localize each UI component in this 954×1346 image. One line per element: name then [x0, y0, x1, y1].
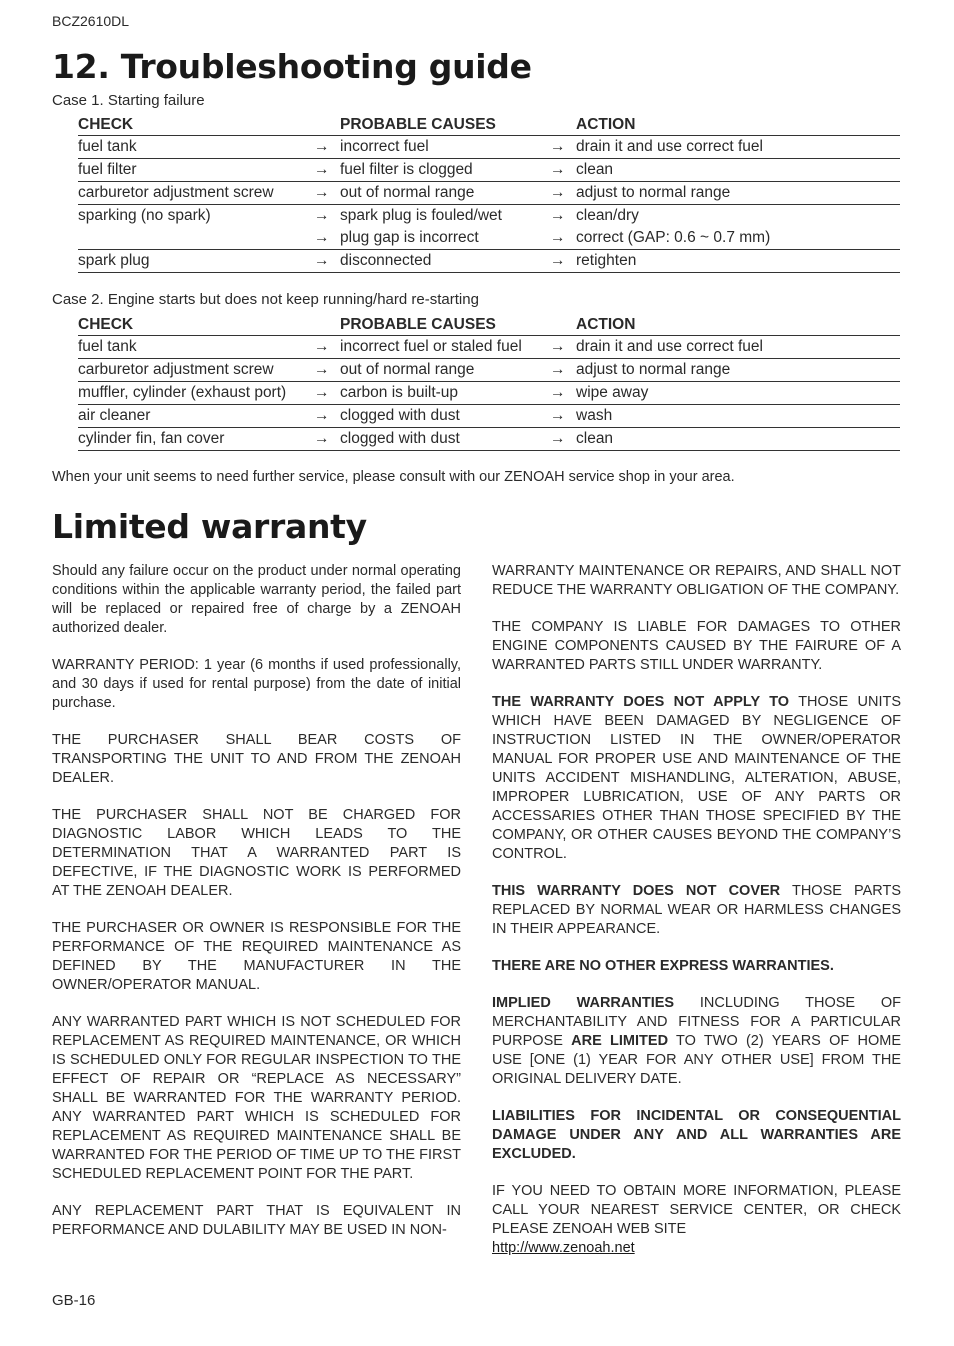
- more-information: IF YOU NEED TO OBTAIN MORE INFORMATION, PLEASE CALL YOUR NEAREST SERVICE CENTER, OR CHECK PLEASE ZENOAH WEB SITE: [492, 1183, 901, 1237]
- warranty-exclusions: [492, 693, 901, 864]
- action-cell: drain it and use correct fuel: [576, 138, 763, 155]
- liabilities-excluded: LIABILITIES FOR INCIDENTAL OR CONSEQUENTIAL DAMAGE UNDER ANY AND ALL WARRANTIES ARE EXCLUDED.: [492, 1108, 901, 1162]
- check-cell: fuel filter: [78, 161, 137, 178]
- cause-cell: spark plug is fouled/wet: [340, 207, 502, 224]
- check-cell: sparking (no spark): [78, 207, 211, 224]
- replacement-parts-cont: WARRANTY MAINTENANCE OR REPAIRS, AND SHALL NOT REDUCE THE WARRANTY OBLIGATION OF THE COMPANY.: [492, 563, 901, 598]
- action-cell: clean: [576, 161, 614, 178]
- exclusions-label: THE WARRANTY DOES NOT APPLY TO: [492, 694, 790, 710]
- cause-cell: clogged with dust: [340, 407, 460, 424]
- arrow-icon: →: [550, 184, 566, 201]
- cause-cell: plug gap is incorrect: [340, 229, 479, 246]
- arrow-icon: →: [314, 407, 330, 424]
- replacement-parts: ANY REPLACEMENT PART THAT IS EQUIVALENT IN PERFORMANCE AND DULABILITY MAY BE USED IN NON-: [52, 1203, 461, 1238]
- cause-cell: clogged with dust: [340, 430, 460, 447]
- table-row-group: [78, 405, 900, 428]
- header-check: CHECK: [78, 116, 134, 133]
- arrow-icon: →: [550, 229, 566, 246]
- table-row: [78, 250, 900, 272]
- arrow-icon: →: [550, 138, 566, 155]
- arrow-icon: →: [314, 138, 330, 155]
- implied-warranties: [492, 994, 901, 1089]
- table-row: [78, 359, 900, 381]
- table-row: [78, 428, 900, 450]
- check-cell: carburetor adjustment screw: [78, 184, 274, 201]
- table-row: [78, 159, 900, 181]
- table-row: [78, 227, 900, 249]
- no-express-warranties: THERE ARE NO OTHER EXPRESS WARRANTIES.: [492, 958, 834, 974]
- table-row: [78, 136, 900, 158]
- model-number: BCZ2610DL: [52, 13, 130, 29]
- implied-label: IMPLIED WARRANTIES: [492, 995, 675, 1011]
- not-cover-text: THOSE PARTS REPLACED BY NORMAL WEAR OR HARMLESS CHANGES IN THEIR APPEARANCE.: [492, 883, 901, 937]
- warranted-parts: ANY WARRANTED PART WHICH IS NOT SCHEDULED FOR REPLACEMENT AS REQUIRED MAINTENANCE, OR WHICH IS SCHEDULED ONLY FOR REGULAR INSPECTION TO THE EFFECT OF REPAIR OR “REPLACE AS NECESSARY” SHALL BE WARRANTED FOR THE WARRANTY PERIOD. ANY WARRANTED PART WHICH IS SCHEDULED FOR REPLACEMENT AS REQUIRED MAINTENANCE SHALL BE WARRANTED FOR THE PERIOD OF TIME UP TO THE FIRST SCHEDULED REPLACEMENT POINT FOR THE PART.: [52, 1014, 461, 1182]
- table-row-group: [78, 182, 900, 205]
- arrow-icon: →: [314, 430, 330, 447]
- arrow-icon: →: [550, 252, 566, 269]
- arrow-icon: →: [550, 384, 566, 401]
- cause-cell: disconnected: [340, 252, 432, 269]
- implied-limited: ARE LIMITED: [571, 1033, 669, 1049]
- cause-cell: out of normal range: [340, 184, 475, 201]
- arrow-icon: →: [550, 338, 566, 355]
- check-cell: muffler, cylinder (exhaust port): [78, 384, 287, 401]
- check-cell: cylinder fin, fan cover: [78, 430, 225, 447]
- arrow-icon: →: [314, 184, 330, 201]
- header-causes: PROBABLE CAUSES: [340, 116, 496, 133]
- arrow-icon: →: [314, 384, 330, 401]
- arrow-icon: →: [314, 161, 330, 178]
- arrow-icon: →: [550, 361, 566, 378]
- cause-cell: out of normal range: [340, 361, 475, 378]
- table-row-group: [78, 250, 900, 273]
- cause-cell: incorrect fuel or staled fuel: [340, 338, 522, 355]
- check-cell: air cleaner: [78, 407, 151, 424]
- transport-costs: THE PURCHASER SHALL BEAR COSTS OF TRANSPORTING THE UNIT TO AND FROM THE ZENOAH DEALER.: [52, 732, 461, 786]
- action-cell: wipe away: [576, 384, 649, 401]
- warranty-intro: Should any failure occur on the product under normal operating conditions within the applicable warranty period, the failed part will be replaced or repaired free of charge by a ZENOAH authorized dealer.: [52, 563, 461, 636]
- table-row: [78, 382, 900, 404]
- diagnostic-labor: THE PURCHASER SHALL NOT BE CHARGED FOR DIAGNOSTIC LABOR WHICH LEADS TO THE DETERMINATION THAT A WARRANTED PART IS DEFECTIVE, IF THE DIAGNOSTIC WORK IS PERFORMED AT THE ZENOAH DEALER.: [52, 807, 461, 899]
- case1-table: [78, 115, 900, 273]
- troubleshooting-title: 12. Troubleshooting guide: [52, 47, 532, 86]
- case2-table: [78, 315, 900, 451]
- check-cell: spark plug: [78, 252, 150, 269]
- company-liability: THE COMPANY IS LIABLE FOR DAMAGES TO OTHER ENGINE COMPONENTS CAUSED BY THE FAIRURE OF A WARRANTED PARTS STILL UNDER WARRANTY.: [492, 619, 901, 673]
- check-cell: fuel tank: [78, 138, 137, 155]
- table-row: [78, 205, 900, 227]
- arrow-icon: →: [314, 229, 330, 246]
- warranty-period: [52, 656, 461, 713]
- table-header: [78, 315, 900, 336]
- zenoah-website-link[interactable]: http://www.zenoah.net: [492, 1240, 635, 1256]
- header-action: ACTION: [576, 116, 636, 133]
- header-action: ACTION: [576, 316, 636, 333]
- arrow-icon: →: [314, 252, 330, 269]
- exclusions-text: THOSE UNITS WHICH HAVE BEEN DAMAGED BY NEGLIGENCE OF INSTRUCTION LISTED IN THE OWNER/OPERATOR MANUAL FOR PROPER USE AND MAINTENANCE OF THE UNITS ACCIDENT MISHANDLING, ALTERATION, ABUSE, IMPROPER LUBRICATION, USE OF ANY PARTS OR ACCESSARIES OTHER THAN THOSE SPECIFIED BY THE COMPANY, OR OTHER CAUSES BEYOND THE COMPANY’S CONTROL.: [492, 694, 901, 862]
- check-cell: carburetor adjustment screw: [78, 361, 274, 378]
- arrow-icon: →: [550, 207, 566, 224]
- action-cell: adjust to normal range: [576, 184, 731, 201]
- warranty-period-label: WARRANTY PERIOD:: [52, 657, 199, 673]
- table-row-group: [78, 136, 900, 159]
- table-row: [78, 182, 900, 204]
- warranty-not-cover: [492, 882, 901, 939]
- action-cell: drain it and use correct fuel: [576, 338, 763, 355]
- table-row-group: [78, 159, 900, 182]
- case2-title: Case 2. Engine starts but does not keep running/hard re-starting: [52, 291, 479, 308]
- table-row-group: [78, 428, 900, 451]
- table-row-group: [78, 336, 900, 359]
- arrow-icon: →: [314, 338, 330, 355]
- check-cell: fuel tank: [78, 338, 137, 355]
- header-check: CHECK: [78, 316, 134, 333]
- arrow-icon: →: [550, 430, 566, 447]
- arrow-icon: →: [314, 207, 330, 224]
- warranty-left-column: [52, 562, 461, 1258]
- implied-text-2: TO TWO (2) YEARS OF HOME USE [ONE (1) YEAR FOR ANY OTHER USE] FROM THE ORIGINAL DELIVERY DATE.: [492, 1033, 902, 1087]
- table-row: [78, 405, 900, 427]
- table-header: [78, 115, 900, 136]
- action-cell: clean: [576, 430, 614, 447]
- table-row-group: [78, 359, 900, 382]
- arrow-icon: →: [550, 407, 566, 424]
- implied-text-1: INCLUDING THOSE OF MERCHANTABILITY AND FITNESS FOR A PARTICULAR PURPOSE: [492, 995, 901, 1049]
- warranty-period-text: 1 year (6 months if used professionally, and 30 days if used for rental purpose) from the date of initial purchase.: [52, 657, 462, 711]
- table-row-group: [78, 205, 900, 250]
- table-row: [78, 336, 900, 358]
- arrow-icon: →: [550, 161, 566, 178]
- table-row-group: [78, 382, 900, 405]
- not-cover-label: THIS WARRANTY DOES NOT COVER: [492, 883, 781, 899]
- header-causes: PROBABLE CAUSES: [340, 316, 496, 333]
- action-cell: wash: [576, 407, 613, 424]
- maintenance-responsibility: THE PURCHASER OR OWNER IS RESPONSIBLE FOR THE PERFORMANCE OF THE REQUIRED MAINTENANCE AS DEFINED BY THE MANUFACTURER IN THE OWNER/OPERATOR MANUAL.: [52, 920, 461, 993]
- warranty-title: Limited warranty: [52, 507, 367, 546]
- cause-cell: incorrect fuel: [340, 138, 429, 155]
- action-cell: clean/dry: [576, 207, 639, 224]
- warranty-right-column: [492, 562, 901, 1258]
- page-number: GB-16: [52, 1292, 96, 1309]
- cause-cell: carbon is built-up: [340, 384, 459, 401]
- cause-cell: fuel filter is clogged: [340, 161, 473, 178]
- action-cell: retighten: [576, 252, 637, 269]
- arrow-icon: →: [314, 361, 330, 378]
- action-cell: adjust to normal range: [576, 361, 731, 378]
- case1-title: Case 1. Starting failure: [52, 92, 205, 109]
- service-note: When your unit seems to need further service, please consult with our ZENOAH service shop in your area.: [52, 469, 735, 485]
- action-cell: correct (GAP: 0.6 ~ 0.7 mm): [576, 229, 771, 246]
